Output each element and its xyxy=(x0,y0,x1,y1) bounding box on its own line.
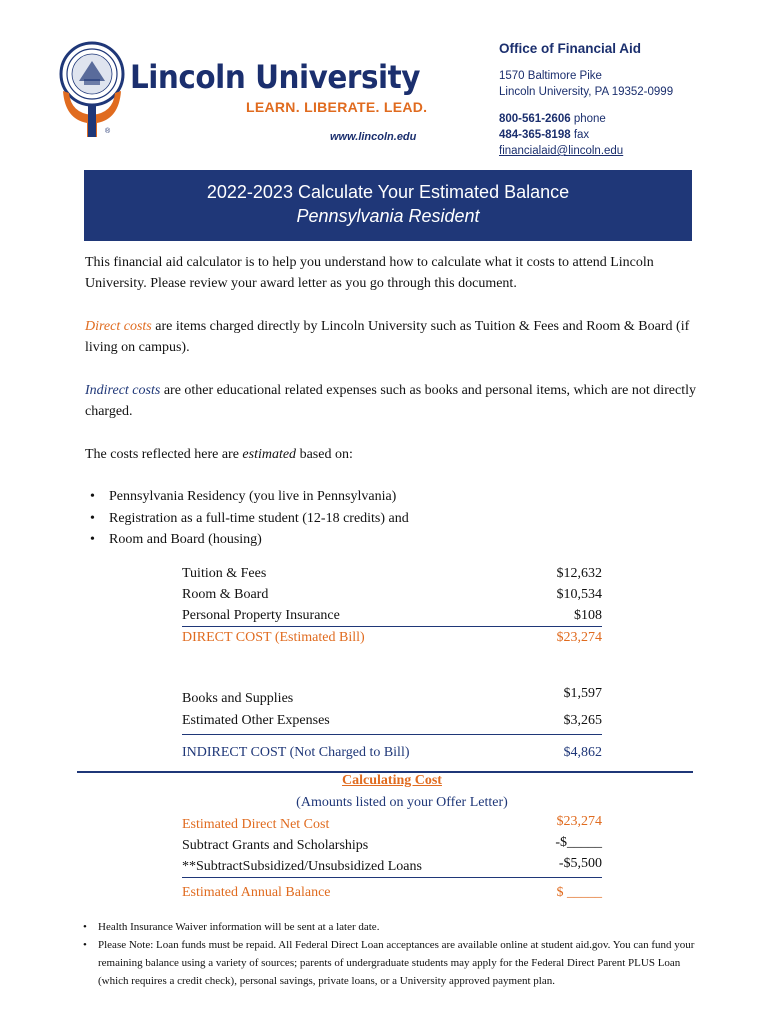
list-item: • Please Note: Loan funds must be repaid. All Federal Direct Loan acceptances are available online at student aid.gov. You can fund your remaining balance using a variety of sources; parents of undergraduate students may apply for the Federal Direct Parent PLUS Loan (which requires a credit check), personal savings, private loans, or a University approved payment plan. xyxy=(80,936,695,990)
indirect-total-rule xyxy=(182,734,602,735)
total-label: DIRECT COST (Estimated Bill) xyxy=(182,630,365,645)
direct-cost-total xyxy=(182,628,602,648)
row-amount: $12,632 xyxy=(556,566,602,581)
address-line-1: 1570 Baltimore Pike xyxy=(499,70,602,82)
phone-number[interactable]: 800-561-2606 xyxy=(499,113,571,125)
indirect-costs-desc: are other educational related expenses such as books and personal items, which are not directly charged. xyxy=(85,383,697,419)
tagline: LEARN. LIBERATE. LEAD. xyxy=(246,99,428,115)
fax-number: 484-365-8198 xyxy=(499,129,571,141)
banner-title: 2022-2023 Calculate Your Estimated Balance xyxy=(206,182,570,202)
total-amount: $23,274 xyxy=(556,630,602,645)
banner-subtitle: Pennsylvania Resident xyxy=(296,206,480,226)
title-banner xyxy=(84,170,692,241)
row-label: Personal Property Insurance xyxy=(182,608,340,623)
basis-post: based on: xyxy=(296,447,353,462)
row-amount: $1,597 xyxy=(563,686,602,701)
row-amount: $3,265 xyxy=(563,713,602,728)
list-item: • Room and Board (housing) xyxy=(90,529,409,551)
row-amount: $10,534 xyxy=(556,587,602,602)
calc-row-direct-net xyxy=(182,815,602,835)
office-contact-block xyxy=(499,41,673,159)
indirect-costs-term: Indirect costs xyxy=(85,383,161,398)
row-label: Estimated Other Expenses xyxy=(182,713,330,728)
direct-costs-paragraph xyxy=(85,316,700,358)
fax-label: fax xyxy=(570,129,590,141)
total-label: INDIRECT COST (Not Charged to Bill) xyxy=(182,745,410,760)
list-item: • Health Insurance Waiver information will be sent at a later date. xyxy=(80,918,695,936)
brand-name: Lincoln University xyxy=(130,58,421,96)
direct-costs-desc: are items charged directly by Lincoln University such as Tuition & Fees and Room & Board (if living on campus). xyxy=(85,319,690,355)
calc-subheading: (Amounts listed on your Offer Letter) xyxy=(296,795,508,810)
indirect-row-books xyxy=(182,686,602,709)
total-amount: $4,862 xyxy=(563,745,602,760)
indirect-cost-total xyxy=(182,743,602,763)
row-label: Room & Board xyxy=(182,587,269,602)
basis-emphasis: estimated xyxy=(242,447,297,462)
office-title: Office of Financial Aid xyxy=(499,41,642,56)
total-amount: $ _____ xyxy=(556,885,602,900)
row-label: Books and Supplies xyxy=(182,691,294,706)
indirect-row-other xyxy=(182,711,602,731)
row-amount: $23,274 xyxy=(556,814,602,829)
calc-row-grants xyxy=(182,836,602,856)
direct-row-room-board xyxy=(182,585,602,605)
row-label: Estimated Direct Net Cost xyxy=(182,817,330,832)
calc-total-rule xyxy=(182,877,602,878)
direct-row-insurance xyxy=(182,606,602,626)
row-label: Tuition & Fees xyxy=(182,566,267,581)
row-label: Subtract Grants and Scholarships xyxy=(182,838,369,853)
direct-total-rule xyxy=(182,626,602,627)
row-label: **SubtractSubsidized/Unsubsidized Loans xyxy=(182,859,422,874)
row-amount: -$_____ xyxy=(555,835,602,850)
direct-costs-term: Direct costs xyxy=(85,319,152,334)
phone-label: phone xyxy=(570,113,606,125)
row-amount: -$5,500 xyxy=(558,856,602,871)
list-item: • Registration as a full-time student (12-18 credits) and xyxy=(90,508,409,530)
address-line-2: Lincoln University, PA 19352-0999 xyxy=(499,86,674,98)
list-item: • Pennsylvania Residency (you live in Pennsylvania) xyxy=(90,486,409,508)
indirect-costs-paragraph xyxy=(85,380,700,422)
intro-paragraph: This financial aid calculator is to help you understand how to calculate what it costs to attend Lincoln University. Please review your award letter as you go through this document. xyxy=(85,255,654,291)
basis-pre: The costs reflected here are xyxy=(85,447,243,462)
row-amount: $108 xyxy=(574,608,602,623)
footnote-list xyxy=(80,918,695,990)
registered-mark: ® xyxy=(105,128,111,135)
calc-row-loans xyxy=(182,857,602,877)
total-label: Estimated Annual Balance xyxy=(182,885,331,900)
calc-heading: Calculating Cost xyxy=(342,773,442,788)
fax-line xyxy=(499,127,673,143)
email-link[interactable]: financialaid@lincoln.edu xyxy=(499,145,624,157)
direct-row-tuition xyxy=(182,564,602,584)
estimated-annual-balance xyxy=(182,883,602,903)
university-seal-logo xyxy=(57,41,127,139)
basis-bullet-list xyxy=(90,486,409,551)
website-link[interactable]: www.lincoln.edu xyxy=(330,131,417,143)
phone-line xyxy=(499,111,673,127)
basis-paragraph xyxy=(85,444,700,465)
